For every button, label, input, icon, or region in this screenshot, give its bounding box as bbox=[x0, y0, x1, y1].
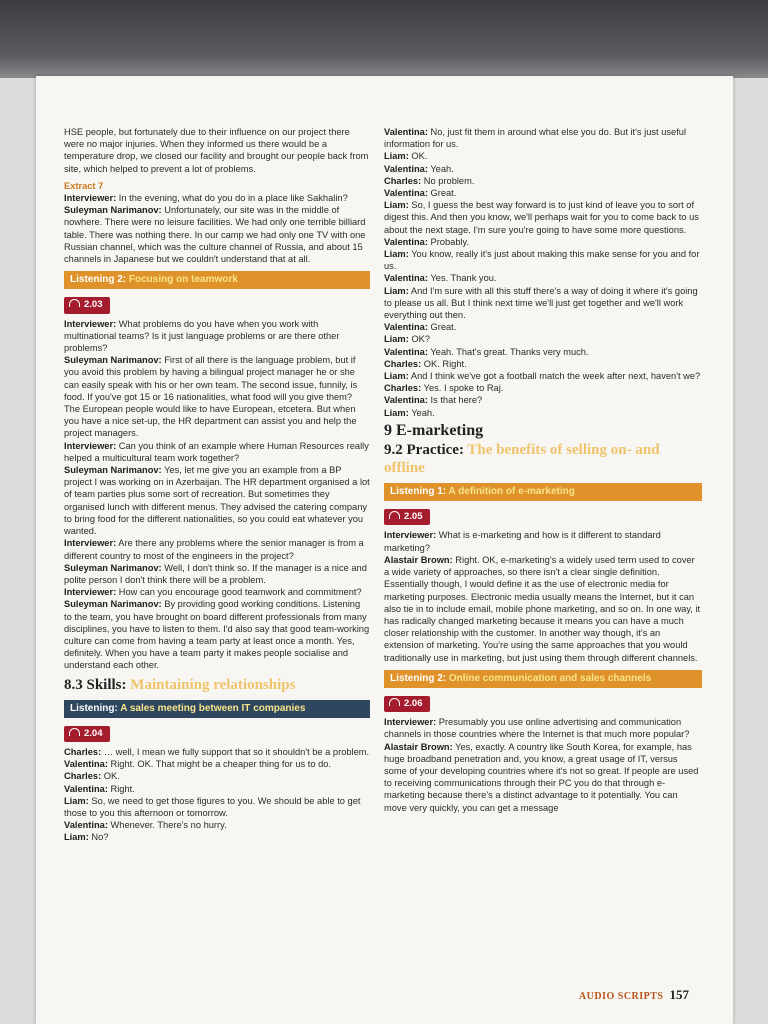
utterance: Presumably you use online advertising and communication channels in those countries where the Internet is that much more popular? bbox=[384, 717, 690, 740]
speaker: Charles: bbox=[384, 175, 422, 186]
speaker: Liam: bbox=[384, 285, 409, 296]
speaker: Valentina: bbox=[384, 395, 428, 406]
dialogue-line bbox=[384, 285, 702, 322]
speaker: Charles: bbox=[384, 358, 422, 369]
utterance: Is that here? bbox=[427, 395, 483, 406]
speaker: Valentina: bbox=[384, 322, 428, 333]
utterance: OK. Right. bbox=[421, 358, 467, 369]
dialogue-line bbox=[384, 741, 702, 814]
utterance: Right. bbox=[107, 783, 135, 794]
dialogue-line bbox=[64, 795, 370, 819]
teamwork-dialogue bbox=[64, 318, 370, 672]
track-number: 2.05 bbox=[404, 511, 423, 523]
speaker: Valentina: bbox=[64, 783, 108, 794]
dialogue-line bbox=[64, 831, 370, 843]
utterance: Yes. I spoke to Raj. bbox=[421, 383, 504, 394]
speaker: Valentina: bbox=[384, 346, 428, 357]
speaker: Interviewer: bbox=[384, 530, 437, 541]
dialogue-line bbox=[64, 440, 370, 464]
dialogue-line bbox=[384, 333, 702, 345]
dialogue-line bbox=[384, 382, 702, 394]
speaker: Valentina: bbox=[384, 163, 428, 174]
dialogue-line bbox=[384, 346, 702, 358]
dialogue-line bbox=[384, 716, 702, 740]
dialogue-line bbox=[384, 529, 702, 553]
speaker: Liam: bbox=[64, 795, 89, 806]
utterance: So, we need to get those figures to you. We should be able to get those to you this afternoon or tomorrow. bbox=[64, 795, 361, 818]
headphones-icon bbox=[69, 299, 80, 307]
scan-top-shadow bbox=[0, 0, 768, 78]
utterance: Great. bbox=[427, 188, 457, 199]
section-bar-definition-emarketing bbox=[384, 483, 702, 501]
utterance: And I'm sure with all this stuff there's a way of doing it where it's going to please us all. But I think next time we'll just get together and we'll work everything out then. bbox=[384, 285, 698, 321]
audio-track-badge bbox=[384, 509, 430, 525]
track-number: 2.04 bbox=[84, 727, 103, 739]
audio-track-badge bbox=[384, 696, 430, 712]
bar-title: A sales meeting between IT companies bbox=[117, 702, 306, 714]
speaker: Interviewer: bbox=[64, 538, 117, 549]
speaker: Interviewer: bbox=[64, 193, 117, 204]
utterance: Yeah. bbox=[408, 407, 435, 418]
section-number: 8.3 Skills: bbox=[64, 676, 127, 693]
speaker: Valentina: bbox=[384, 236, 428, 247]
section-title: Maintaining relationships bbox=[126, 676, 296, 693]
utterance: Yes, exactly. A country like South Korea, for example, has huge broadband penetration and, you know, a great usage of IT, versus some of your developing countries where it's not so great. If people are used to receiving communications through their PC you do that through e-marketing because there's a distinct advantage to it potentially. You can move very quickly, you can get a message bbox=[384, 741, 699, 813]
utterance: How can you encourage good teamwork and commitment? bbox=[116, 587, 362, 598]
dialogue-line bbox=[384, 370, 702, 382]
dialogue-line bbox=[384, 187, 702, 199]
speaker: Valentina: bbox=[384, 188, 428, 199]
page-number: 157 bbox=[669, 987, 689, 1002]
speaker: Charles: bbox=[64, 746, 102, 757]
dialogue-line bbox=[64, 746, 370, 758]
sales-meeting-dialogue-continued bbox=[384, 126, 702, 419]
headphones-icon bbox=[389, 511, 400, 519]
dialogue-line bbox=[64, 192, 370, 204]
speaker: Liam: bbox=[384, 407, 409, 418]
utterance: … well, I mean we fully support that so it shouldn't be a problem. bbox=[101, 746, 370, 757]
utterance: Yeah. bbox=[427, 163, 454, 174]
utterance: What is e-marketing and how is it different to standard marketing? bbox=[384, 530, 661, 553]
utterance: OK. bbox=[101, 771, 120, 782]
dialogue-line bbox=[384, 150, 702, 162]
utterance: Yes. Thank you. bbox=[427, 273, 497, 284]
extract-7-dialogue bbox=[64, 192, 370, 265]
dialogue-line bbox=[64, 204, 370, 265]
utterance: Can you think of an example where Human Resources really helped a multicultural team work together? bbox=[64, 440, 369, 463]
headphones-icon bbox=[389, 698, 400, 706]
speaker: Alastair Brown: bbox=[384, 741, 453, 752]
speaker: Alastair Brown: bbox=[384, 554, 453, 565]
dialogue-line bbox=[64, 758, 370, 770]
utterance: Right. OK. That might be a cheaper thing for us to do. bbox=[107, 759, 332, 770]
audio-track-badge bbox=[64, 297, 110, 313]
dialogue-line bbox=[64, 586, 370, 598]
dialogue-line bbox=[384, 407, 702, 419]
track-number: 2.03 bbox=[84, 299, 103, 311]
book-page bbox=[36, 76, 733, 1024]
utterance: OK. bbox=[408, 151, 428, 162]
dialogue-line bbox=[64, 354, 370, 439]
online-channels-dialogue bbox=[384, 716, 702, 814]
intro-paragraph: HSE people, but fortunately due to their influence on our project there were no major injuries. When they informed us there would be a temperature drop, we closed our facility and brought our people back from site, which helped to prevent a lot of problems. bbox=[64, 127, 369, 174]
bar-title: A definition of e-marketing bbox=[446, 486, 575, 498]
speaker: Liam: bbox=[384, 371, 409, 382]
utterance: No, just fit them in around what else you do. But it's just useful information for us. bbox=[384, 127, 687, 150]
dialogue-line bbox=[64, 318, 370, 355]
speaker: Suleyman Narimanov: bbox=[64, 562, 162, 573]
dialogue-line bbox=[384, 236, 702, 248]
sales-meeting-dialogue bbox=[64, 746, 370, 844]
utterance: Yes, let me give you an example from a BP project I was working on in Azerbaijan. The HR department organised a lot of team parties plus some sort of recreation. But sometimes they organised lunch with different menus. They advised the catering company to bring food for the different nationalities, so you could eat whatever you wanted. bbox=[64, 465, 370, 537]
utterance: Great. bbox=[427, 322, 457, 333]
dialogue-line bbox=[384, 199, 702, 236]
dialogue-line bbox=[384, 554, 702, 664]
section-bar-sales-meeting bbox=[64, 700, 370, 718]
footer-label: AUDIO SCRIPTS bbox=[578, 991, 664, 1002]
utterance: Unfortunately, our site was in the middle of nowhere. There were no leisure facilities. We had only one terrible billiard table. There was nothing there. In our camp we had only one TV with one Russian channel, which was the culture channel of Russia, and about 15 channels in Japanese but we couldn't understand that at all. bbox=[64, 205, 366, 265]
dialogue-line bbox=[64, 598, 370, 671]
section-heading-8-3 bbox=[64, 676, 370, 694]
utterance: You know, really it's just about making this make sense for you and for us. bbox=[384, 249, 700, 272]
speaker: Liam: bbox=[384, 249, 409, 260]
dialogue-line bbox=[64, 562, 370, 586]
speaker: Valentina: bbox=[384, 127, 428, 137]
track-number: 2.06 bbox=[404, 697, 423, 709]
speaker: Interviewer: bbox=[64, 440, 117, 451]
utterance: No problem. bbox=[421, 175, 475, 186]
dialogue-line bbox=[64, 783, 370, 795]
bar-title: Focusing on teamwork bbox=[126, 274, 238, 286]
emarketing-dialogue bbox=[384, 529, 702, 663]
left-column bbox=[64, 126, 370, 844]
utterance: Well, I don't think so. If the manager is a nice and polite person I don't think there will be a problem. bbox=[64, 562, 367, 585]
section-bar-focusing-on-teamwork bbox=[64, 271, 370, 289]
dialogue-line bbox=[384, 394, 702, 406]
utterance: What problems do you have when you work with multinational teams? Is it just language problems or are there other problems? bbox=[64, 318, 340, 354]
utterance: Right. OK, e-marketing's a widely used term used to cover a wide variety of approaches, so there isn't a clear single definition. Essentially though, I would define it as the use of electronic media for marketing purposes. Electronic media usually means the Internet, but it can also tie in to include email, mobile phone marketing, and so on. In one way, it has radically changed marketing because it means you can have a much closer relationship with the customer. In another way though, it's an extension of marketing. You're using the same approaches that you would traditionally use in marketing, but just using them through different channels. bbox=[384, 554, 701, 663]
speaker: Valentina: bbox=[384, 273, 428, 284]
dialogue-line bbox=[384, 248, 702, 272]
speaker: Suleyman Narimanov: bbox=[64, 355, 162, 366]
utterance: OK? bbox=[408, 334, 430, 345]
speaker: Interviewer: bbox=[64, 318, 117, 329]
utterance: So, I guess the best way forward is to just kind of leave you to sort of digest this. And then you know, we'll perhaps wait for you to come back to us about the next stage. I'm sure you're going to have some more questions. bbox=[384, 200, 699, 235]
utterance: By providing good working conditions. Listening to the team, you have brought on board different professionals from many disciplines, you have to listen to them. I'd also say that good team-working culture can come from having a team party at least once a month. Yes, definitely. When you have a team party it makes people socialise and understand each other. bbox=[64, 599, 370, 671]
dialogue-line bbox=[384, 175, 702, 187]
extract-label: Extract 7 bbox=[64, 180, 104, 191]
speaker: Valentina: bbox=[64, 820, 108, 831]
bar-label: Listening 2: bbox=[390, 672, 447, 684]
dialogue-line bbox=[64, 770, 370, 782]
section-bar-online-communication bbox=[384, 670, 702, 688]
right-column bbox=[384, 126, 702, 814]
dialogue-line bbox=[64, 464, 370, 537]
dialogue-line bbox=[384, 358, 702, 370]
section-number: 9.2 Practice: bbox=[384, 442, 464, 459]
bar-label: Listening 2: bbox=[70, 274, 127, 286]
speaker: Valentina: bbox=[64, 759, 108, 770]
speaker: Suleyman Narimanov: bbox=[64, 465, 162, 476]
dialogue-line bbox=[64, 537, 370, 561]
speaker: Charles: bbox=[384, 383, 422, 394]
audio-track-badge bbox=[64, 726, 110, 742]
speaker: Liam: bbox=[64, 832, 89, 843]
utterance: Are there any problems where the senior manager is from a different country to most of the engineers in the project? bbox=[64, 538, 364, 561]
bar-label: Listening: bbox=[70, 702, 118, 714]
section-title: The benefits of selling on- and offline bbox=[384, 442, 660, 477]
dialogue-line bbox=[384, 163, 702, 175]
dialogue-line bbox=[384, 321, 702, 333]
dialogue-line bbox=[384, 272, 702, 284]
page-footer bbox=[579, 986, 689, 1004]
speaker: Suleyman Narimanov: bbox=[64, 599, 162, 610]
speaker: Charles: bbox=[64, 771, 102, 782]
utterance: Yeah. That's great. Thanks very much. bbox=[427, 346, 589, 357]
dialogue-line bbox=[384, 126, 702, 150]
speaker: Liam: bbox=[384, 334, 409, 345]
utterance: Whenever. There's no hurry. bbox=[107, 820, 227, 831]
headphones-icon bbox=[69, 728, 80, 736]
speaker: Suleyman Narimanov: bbox=[64, 205, 162, 216]
bar-title: Online communication and sales channels bbox=[446, 672, 652, 684]
utterance: And I think we've got a football match the week after next, haven't we? bbox=[408, 371, 701, 382]
utterance: In the evening, what do you do in a place like Sakhalin? bbox=[116, 193, 348, 204]
speaker: Liam: bbox=[384, 151, 409, 162]
speaker: Liam: bbox=[384, 200, 409, 211]
utterance: First of all there is the language problem, but if you avoid this problem by having a bilingual project manager he or she can easily speak with his or her own team. The second issue, funnily, is food. If you've got 15 or 16 nationalities, what food will you give them? The European people would like to have European, etcetera. But when you have a nice set-up, the HR department can assist you and help the project managers. bbox=[64, 355, 358, 439]
bar-label: Listening 1: bbox=[390, 486, 447, 498]
speaker: Interviewer: bbox=[64, 587, 117, 598]
utterance: No? bbox=[88, 832, 109, 843]
section-heading-9-2 bbox=[384, 441, 702, 477]
speaker: Interviewer: bbox=[384, 717, 437, 728]
utterance: Probably. bbox=[427, 236, 470, 247]
unit-heading: 9 E-marketing bbox=[384, 421, 484, 439]
dialogue-line bbox=[64, 819, 370, 831]
